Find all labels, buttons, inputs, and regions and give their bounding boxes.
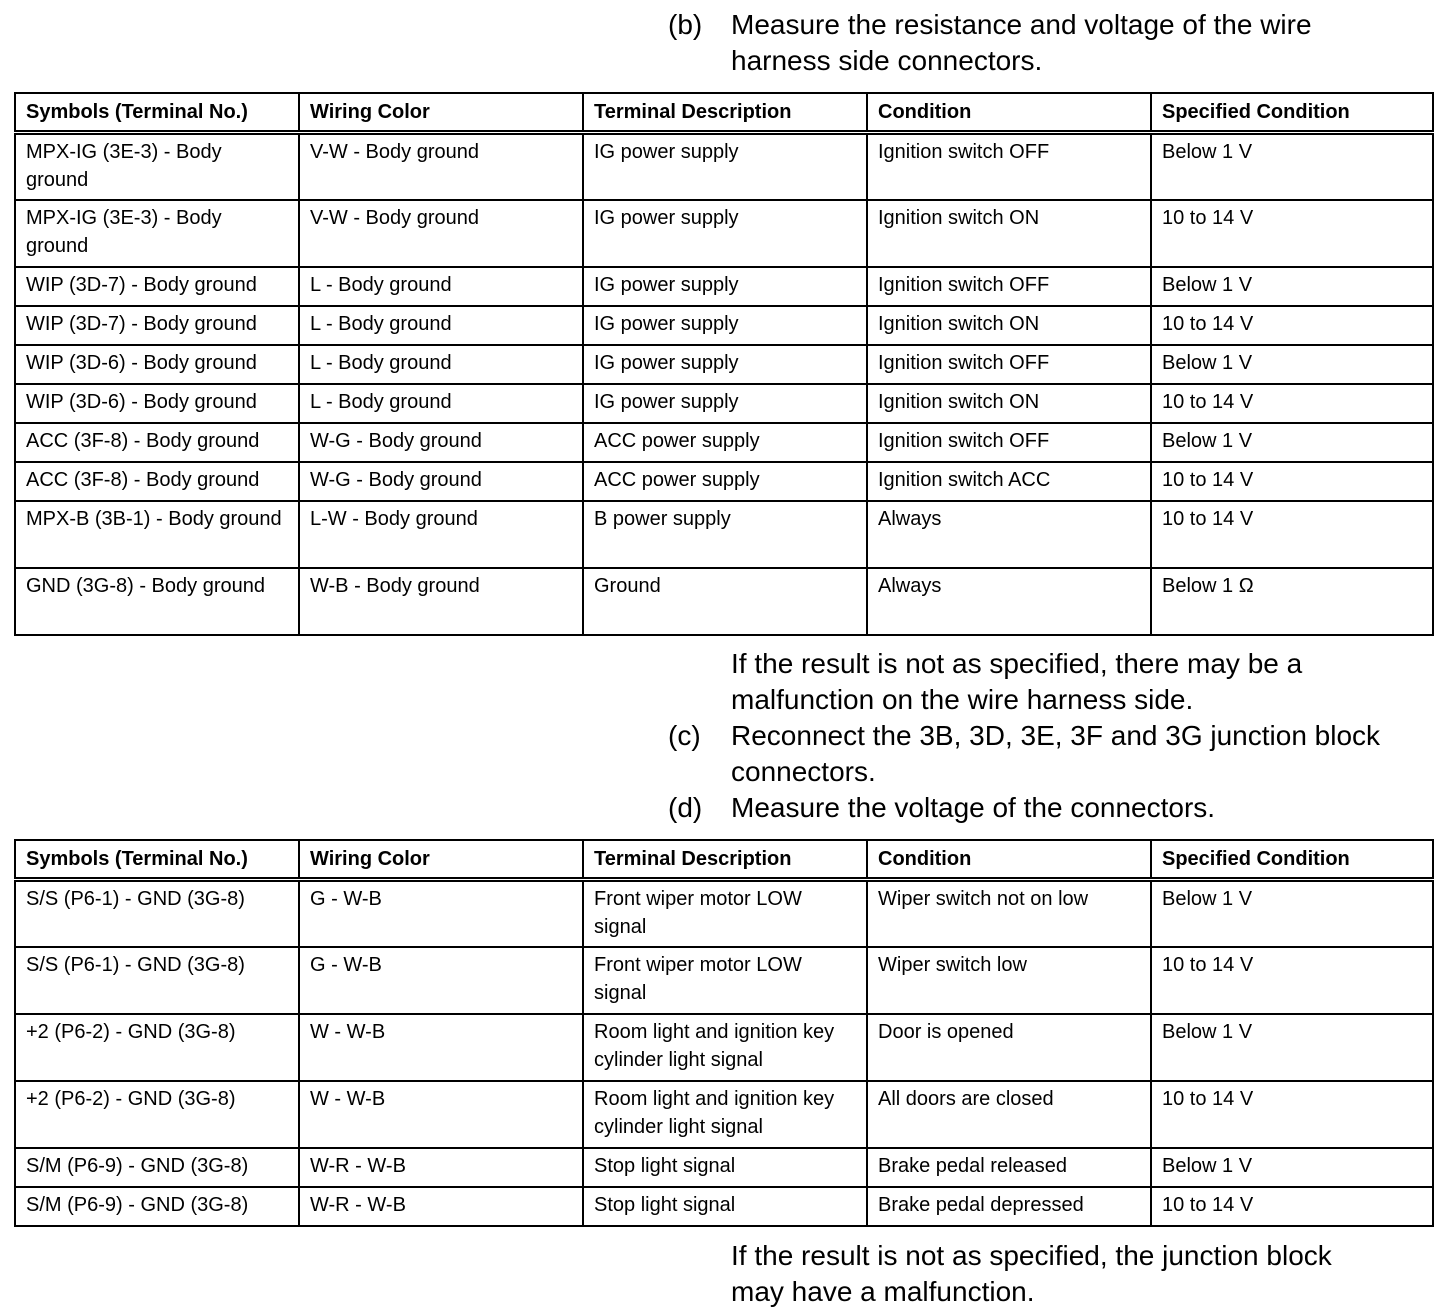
cell-terminal-description: ACC power supply: [583, 462, 867, 501]
cell-specified-condition: 10 to 14 V: [1151, 947, 1433, 1014]
step-c-letter: (c): [668, 720, 701, 751]
cell-symbols: WIP (3D-7) - Body ground: [15, 267, 299, 306]
cell-terminal-description: Front wiper motor LOW signal: [583, 880, 867, 947]
cell-symbols: S/S (P6-1) - GND (3G-8): [15, 880, 299, 947]
cell-specified-condition: Below 1 V: [1151, 133, 1433, 200]
table-row: [15, 1187, 1433, 1226]
cell-symbols: S/S (P6-1) - GND (3G-8): [15, 947, 299, 1014]
cell-terminal-description: B power supply: [583, 501, 867, 568]
note-2-line-1: If the result is not as specified, the junction block: [731, 1240, 1332, 1271]
header-wiring-color: Wiring Color: [299, 840, 583, 880]
cell-symbols: GND (3G-8) - Body ground: [15, 568, 299, 635]
cell-terminal-description: Stop light signal: [583, 1148, 867, 1187]
table-row: [15, 306, 1433, 345]
header-specified-condition: Specified Condition: [1151, 93, 1433, 133]
cell-wiring-color: W-R - W-B: [299, 1148, 583, 1187]
table-row: [15, 947, 1433, 1014]
cell-condition: Wiper switch not on low: [867, 880, 1151, 947]
cell-condition: Ignition switch ON: [867, 384, 1151, 423]
step-b-letter: (b): [668, 9, 703, 40]
step-d-line-1: Measure the voltage of the connectors.: [731, 792, 1216, 823]
cell-terminal-description: ACC power supply: [583, 423, 867, 462]
cell-condition: Always: [867, 568, 1151, 635]
cell-condition: Ignition switch OFF: [867, 423, 1151, 462]
cell-specified-condition: Below 1 V: [1151, 880, 1433, 947]
table-header-row: [15, 93, 1433, 133]
cell-condition: Brake pedal released: [867, 1148, 1151, 1187]
cell-condition: Always: [867, 501, 1151, 568]
note-junction-block-malfunction: [731, 1238, 1332, 1310]
table-row: [15, 133, 1433, 200]
table-row: [15, 345, 1433, 384]
cell-wiring-color: G - W-B: [299, 880, 583, 947]
step-c-line-2: connectors.: [731, 756, 876, 787]
table-header-row: [15, 840, 1433, 880]
cell-wiring-color: L - Body ground: [299, 306, 583, 345]
cell-condition: Ignition switch ON: [867, 200, 1151, 267]
cell-wiring-color: L-W - Body ground: [299, 501, 583, 568]
cell-terminal-description: IG power supply: [583, 200, 867, 267]
table-row: [15, 423, 1433, 462]
step-d-letter: (d): [668, 792, 703, 823]
note-harness-malfunction: [731, 646, 1302, 718]
cell-symbols: +2 (P6-2) - GND (3G-8): [15, 1081, 299, 1148]
cell-specified-condition: Below 1 V: [1151, 1014, 1433, 1081]
cell-terminal-description: IG power supply: [583, 384, 867, 423]
cell-wiring-color: G - W-B: [299, 947, 583, 1014]
header-specified-condition: Specified Condition: [1151, 840, 1433, 880]
cell-specified-condition: 10 to 14 V: [1151, 200, 1433, 267]
cell-specified-condition: 10 to 14 V: [1151, 1081, 1433, 1148]
step-b-line-1: Measure the resistance and voltage of the wire: [731, 9, 1312, 40]
table-row: [15, 501, 1433, 568]
cell-terminal-description: Stop light signal: [583, 1187, 867, 1226]
table-row: [15, 880, 1433, 947]
header-terminal-description: Terminal Description: [583, 840, 867, 880]
cell-specified-condition: 10 to 14 V: [1151, 462, 1433, 501]
cell-symbols: WIP (3D-6) - Body ground: [15, 345, 299, 384]
cell-symbols: MPX-IG (3E-3) - Body ground: [15, 200, 299, 267]
cell-wiring-color: L - Body ground: [299, 384, 583, 423]
cell-symbols: ACC (3F-8) - Body ground: [15, 423, 299, 462]
cell-wiring-color: W - W-B: [299, 1014, 583, 1081]
cell-wiring-color: L - Body ground: [299, 267, 583, 306]
cell-wiring-color: W-G - Body ground: [299, 423, 583, 462]
note-2-line-2: may have a malfunction.: [731, 1276, 1035, 1307]
cell-specified-condition: 10 to 14 V: [1151, 1187, 1433, 1226]
cell-symbols: ACC (3F-8) - Body ground: [15, 462, 299, 501]
cell-terminal-description: IG power supply: [583, 133, 867, 200]
harness-side-spec-table: [14, 92, 1434, 636]
cell-condition: Door is opened: [867, 1014, 1151, 1081]
cell-condition: Ignition switch OFF: [867, 133, 1151, 200]
cell-wiring-color: W-B - Body ground: [299, 568, 583, 635]
cell-terminal-description: Room light and ignition key cylinder light signal: [583, 1081, 867, 1148]
cell-specified-condition: 10 to 14 V: [1151, 501, 1433, 568]
table-row: [15, 568, 1433, 635]
cell-specified-condition: Below 1 V: [1151, 345, 1433, 384]
cell-symbols: S/M (P6-9) - GND (3G-8): [15, 1148, 299, 1187]
step-c-line-1: Reconnect the 3B, 3D, 3E, 3F and 3G junction block: [731, 720, 1381, 751]
cell-wiring-color: W - W-B: [299, 1081, 583, 1148]
cell-specified-condition: Below 1 V: [1151, 1148, 1433, 1187]
cell-condition: Ignition switch ACC: [867, 462, 1151, 501]
cell-symbols: +2 (P6-2) - GND (3G-8): [15, 1014, 299, 1081]
table-row: [15, 267, 1433, 306]
cell-specified-condition: Below 1 Ω: [1151, 568, 1433, 635]
cell-terminal-description: IG power supply: [583, 306, 867, 345]
cell-terminal-description: Ground: [583, 568, 867, 635]
table-row: [15, 1081, 1433, 1148]
cell-terminal-description: IG power supply: [583, 267, 867, 306]
cell-condition: Brake pedal depressed: [867, 1187, 1151, 1226]
table-row: [15, 384, 1433, 423]
cell-specified-condition: 10 to 14 V: [1151, 306, 1433, 345]
cell-condition: Ignition switch OFF: [867, 345, 1151, 384]
cell-symbols: S/M (P6-9) - GND (3G-8): [15, 1187, 299, 1226]
cell-wiring-color: W-R - W-B: [299, 1187, 583, 1226]
cell-symbols: MPX-IG (3E-3) - Body ground: [15, 133, 299, 200]
connector-voltage-spec-table: [14, 839, 1434, 1227]
cell-condition: Wiper switch low: [867, 947, 1151, 1014]
header-symbols: Symbols (Terminal No.): [15, 93, 299, 133]
cell-condition: Ignition switch OFF: [867, 267, 1151, 306]
cell-symbols: MPX-B (3B-1) - Body ground: [15, 501, 299, 568]
table-row: [15, 200, 1433, 267]
cell-wiring-color: W-G - Body ground: [299, 462, 583, 501]
cell-condition: All doors are closed: [867, 1081, 1151, 1148]
header-symbols: Symbols (Terminal No.): [15, 840, 299, 880]
cell-wiring-color: V-W - Body ground: [299, 133, 583, 200]
cell-symbols: WIP (3D-6) - Body ground: [15, 384, 299, 423]
header-condition: Condition: [867, 93, 1151, 133]
cell-terminal-description: Room light and ignition key cylinder light signal: [583, 1014, 867, 1081]
table-row: [15, 1148, 1433, 1187]
cell-specified-condition: 10 to 14 V: [1151, 384, 1433, 423]
note-1-line-1: If the result is not as specified, there may be a: [731, 648, 1303, 679]
cell-symbols: WIP (3D-7) - Body ground: [15, 306, 299, 345]
cell-wiring-color: L - Body ground: [299, 345, 583, 384]
header-terminal-description: Terminal Description: [583, 93, 867, 133]
cell-specified-condition: Below 1 V: [1151, 267, 1433, 306]
note-1-line-2: malfunction on the wire harness side.: [731, 684, 1194, 715]
cell-specified-condition: Below 1 V: [1151, 423, 1433, 462]
cell-condition: Ignition switch ON: [867, 306, 1151, 345]
header-wiring-color: Wiring Color: [299, 93, 583, 133]
table-row: [15, 462, 1433, 501]
cell-wiring-color: V-W - Body ground: [299, 200, 583, 267]
table-row: [15, 1014, 1433, 1081]
step-b-line-2: harness side connectors.: [731, 45, 1043, 76]
cell-terminal-description: Front wiper motor LOW signal: [583, 947, 867, 1014]
cell-terminal-description: IG power supply: [583, 345, 867, 384]
header-condition: Condition: [867, 840, 1151, 880]
